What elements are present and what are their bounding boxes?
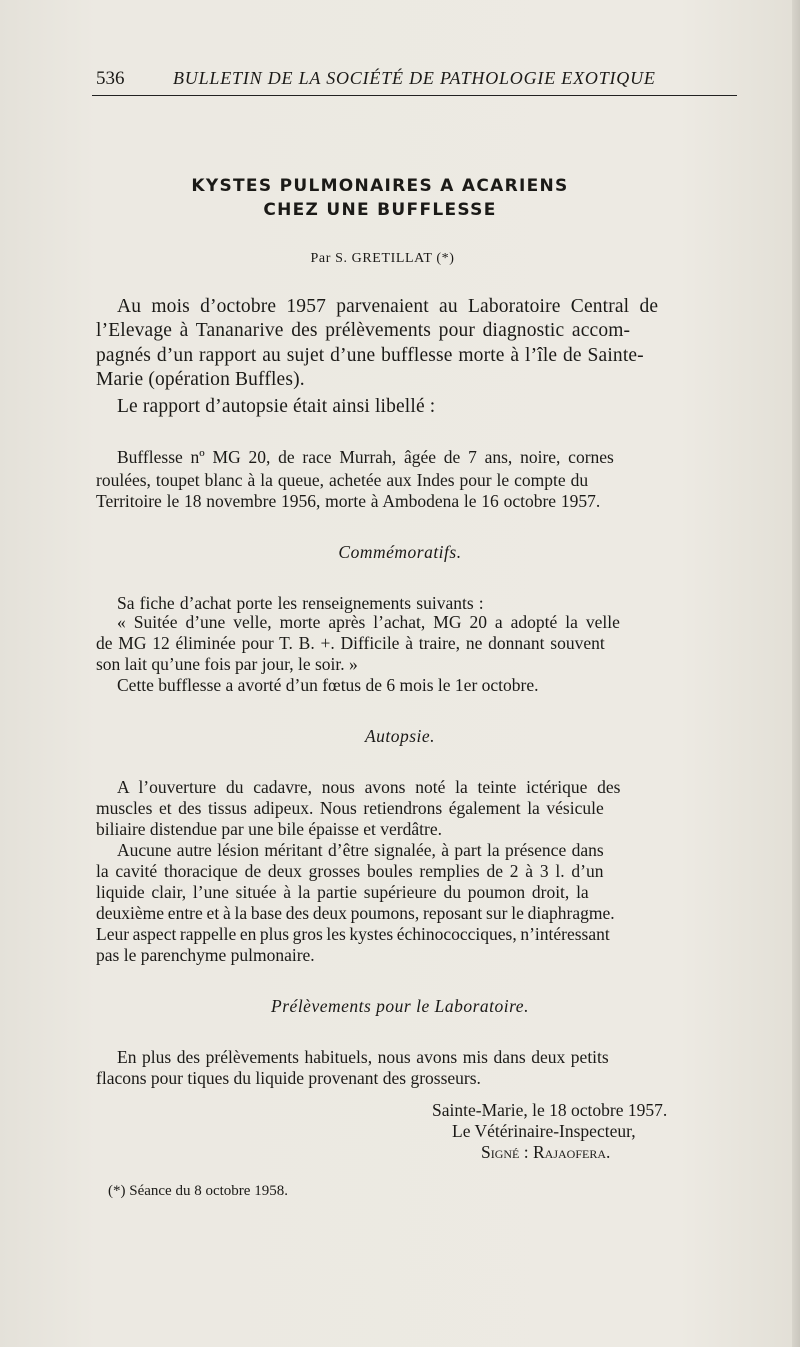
prelevements-line-2: flacons pour tiques du liquide provenant des grosseurs. [96,1068,481,1088]
report-line-2: roulées, toupet blanc à la queue, achetée aux Indes pour le compte du [96,470,589,490]
heading-prelevements: Prélèvements pour le Laboratoire. [271,996,529,1016]
commemoratifs-line-2: « Suitée d’une velle, morte après l’achat, MG 20 a adopté la velle [117,612,620,632]
signature-signed: Signé : Rajaofera. [481,1142,611,1162]
autopsie-line-1: A l’ouverture du cadavre, nous avons noté la teinte ictérique des [117,777,621,797]
commemoratifs-line-3: de MG 12 éliminée pour T. B. +. Difficile à traire, ne donnant souvent [96,633,605,653]
article-title-line-2: CHEZ UNE BUFFLESSE [263,200,497,220]
autopsie-line-2: muscles et des tissus adipeux. Nous retiendrons également la vésicule [96,798,604,818]
article-title-line-1: KYSTES PULMONAIRES A ACARIENS [191,176,569,196]
page-number: 536 [96,68,125,89]
journal-title: BULLETIN DE LA SOCIÉTÉ DE PATHOLOGIE EXOTIQUE [173,68,656,88]
autopsie-line-3: biliaire distendue par une bile épaisse et verdâtre. [96,819,442,839]
signature-role: Le Vétérinaire-Inspecteur, [452,1121,636,1141]
intro-line-4: Marie (opération Buffles). [96,369,305,390]
report-line-1: Bufflesse nº MG 20, de race Murrah, âgée de 7 ans, noire, cornes [117,447,614,467]
commemoratifs-line-5: Cette bufflesse a avorté d’un fœtus de 6 mois le 1er octobre. [117,675,539,695]
intro-line-3: pagnés d’un rapport au sujet d’une bufflesse morte à l’île de Sainte- [96,345,644,366]
header-rule [92,95,737,96]
intro-line-1: Au mois d’octobre 1957 parvenaient au Laboratoire Central de [117,296,659,317]
autopsie-line-7: deuxième entre et à la base des deux poumons, reposant sur le diaphragme. [96,903,615,923]
byline: Par S. GRETILLAT (*) [310,251,455,266]
signature-place-date: Sainte-Marie, le 18 octobre 1957. [432,1100,668,1120]
report-line-3: Territoire le 18 novembre 1956, morte à Ambodena le 16 octobre 1957. [96,491,601,511]
intro-line-2: l’Elevage à Tananarive des prélèvements pour diagnostic accom- [96,320,631,341]
commemoratifs-line-1: Sa fiche d’achat porte les renseignements suivants : [117,593,484,613]
footnote: (*) Séance du 8 octobre 1958. [108,1183,288,1199]
autopsie-line-9: pas le parenchyme pulmonaire. [96,945,315,965]
heading-autopsie: Autopsie. [364,726,436,746]
autopsie-line-6: liquide clair, l’une située à la partie supérieure du poumon droit, la [96,882,589,902]
autopsie-line-8: Leur aspect rappelle en plus gros les kystes échinococciques, n’intéressant [96,924,610,944]
heading-commemoratifs: Commémoratifs. [338,542,462,562]
autopsie-line-4: Aucune autre lésion méritant d’être signalée, à part la présence dans [117,840,604,860]
page-edge [792,0,800,1347]
intro-line-5: Le rapport d’autopsie était ainsi libellé : [117,396,436,417]
prelevements-line-1: En plus des prélèvements habituels, nous avons mis dans deux petits [117,1047,609,1067]
autopsie-line-5: la cavité thoracique de deux grosses boules remplies de 2 à 3 l. d’un [96,861,604,881]
commemoratifs-line-4: son lait qu’une fois par jour, le soir. » [96,654,358,674]
